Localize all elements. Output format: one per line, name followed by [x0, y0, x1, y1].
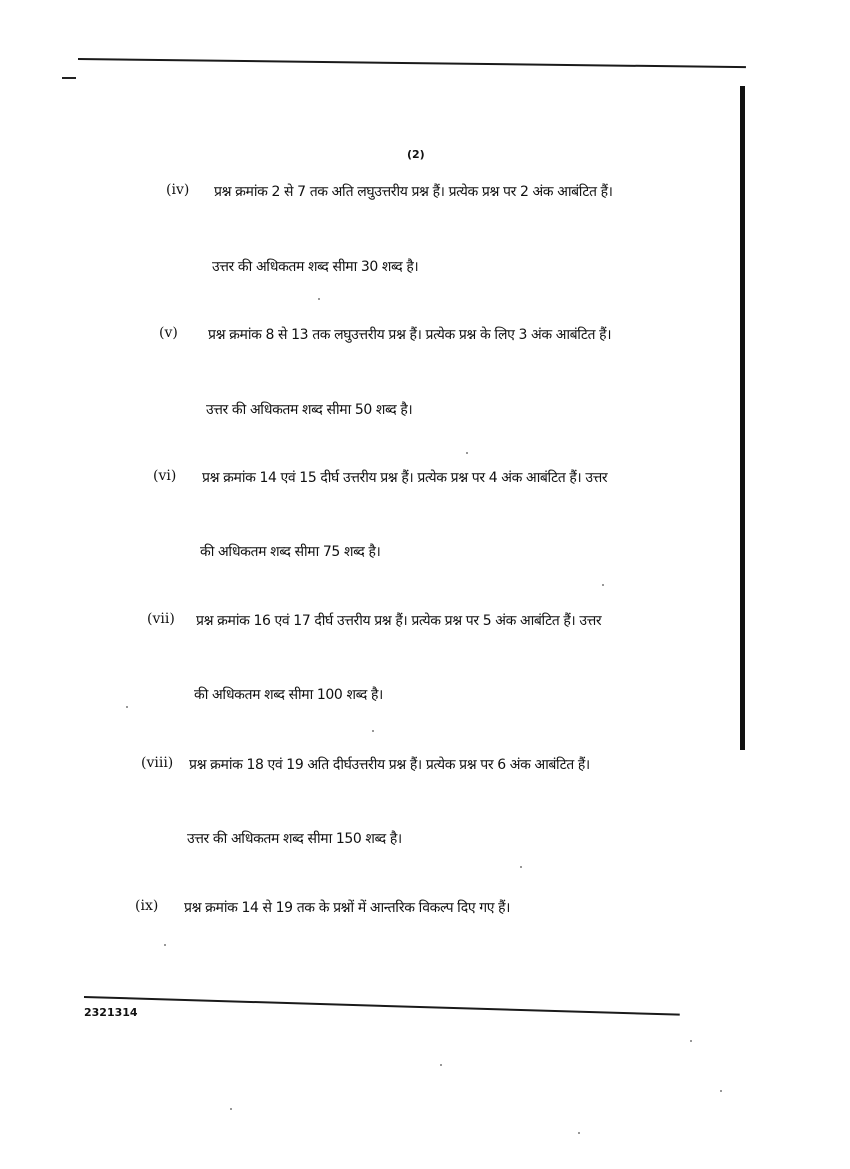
instruction-numeral: (vi): [153, 468, 177, 484]
instruction-text-line-2: उत्तर की अधिकतम शब्द सीमा 50 शब्द है।: [206, 402, 413, 418]
instruction-text-line-1: प्रश्न क्रमांक 14 एवं 15 दीर्घ उत्तरीय प्रश्न हैं। प्रत्येक प्रश्न पर 4 अंक आबंटित हैं। उत्तर: [202, 470, 608, 486]
document-code: 2321314: [84, 1006, 138, 1019]
scan-speck: [578, 1132, 580, 1134]
scan-speck: [372, 730, 374, 732]
instruction-numeral: (v): [159, 325, 178, 341]
instruction-numeral: (ix): [135, 898, 159, 914]
bottom-border-line: [84, 996, 680, 1016]
scan-speck: [126, 706, 128, 708]
scan-speck: [520, 866, 522, 868]
scan-speck: [318, 298, 320, 300]
scan-speck: [602, 584, 604, 586]
top-border-line: [78, 58, 746, 68]
scan-speck: [440, 1064, 442, 1066]
instruction-text-line-1: प्रश्न क्रमांक 18 एवं 19 अति दीर्घउत्तरीय प्रश्न हैं। प्रत्येक प्रश्न पर 6 अंक आबंटित हैं।: [189, 757, 590, 773]
corner-mark: [62, 77, 76, 79]
instruction-text-line-2: उत्तर की अधिकतम शब्द सीमा 30 शब्द है।: [212, 259, 419, 275]
scan-speck: [720, 1090, 722, 1092]
scan-speck: [230, 1108, 232, 1110]
instruction-text-line-2: उत्तर की अधिकतम शब्द सीमा 150 शब्द है।: [187, 831, 402, 847]
scan-speck: [466, 452, 468, 454]
scan-speck: [164, 944, 166, 946]
instruction-text-line-2: की अधिकतम शब्द सीमा 75 शब्द है।: [200, 544, 381, 560]
instruction-numeral: (vii): [147, 611, 175, 627]
instruction-text-line-1: प्रश्न क्रमांक 14 से 19 तक के प्रश्नों में आन्तरिक विकल्प दिए गए हैं।: [184, 900, 511, 916]
instruction-text-line-1: प्रश्न क्रमांक 8 से 13 तक लघुउत्तरीय प्रश्न हैं। प्रत्येक प्रश्न के लिए 3 अंक आबंटित हैं।: [208, 327, 612, 343]
right-border-line: [740, 86, 745, 750]
instruction-text-line-1: प्रश्न क्रमांक 2 से 7 तक अति लघुउत्तरीय प्रश्न हैं। प्रत्येक प्रश्न पर 2 अंक आबंटित हैं।: [214, 184, 613, 200]
instruction-numeral: (iv): [166, 182, 190, 198]
instruction-numeral: (viii): [141, 755, 174, 771]
instruction-text-line-2: की अधिकतम शब्द सीमा 100 शब्द है।: [194, 687, 383, 703]
page-number: (2): [407, 148, 425, 161]
instruction-text-line-1: प्रश्न क्रमांक 16 एवं 17 दीर्घ उत्तरीय प्रश्न हैं। प्रत्येक प्रश्न पर 5 अंक आबंटित हैं। उत्तर: [196, 613, 602, 629]
scan-speck: [690, 1040, 692, 1042]
